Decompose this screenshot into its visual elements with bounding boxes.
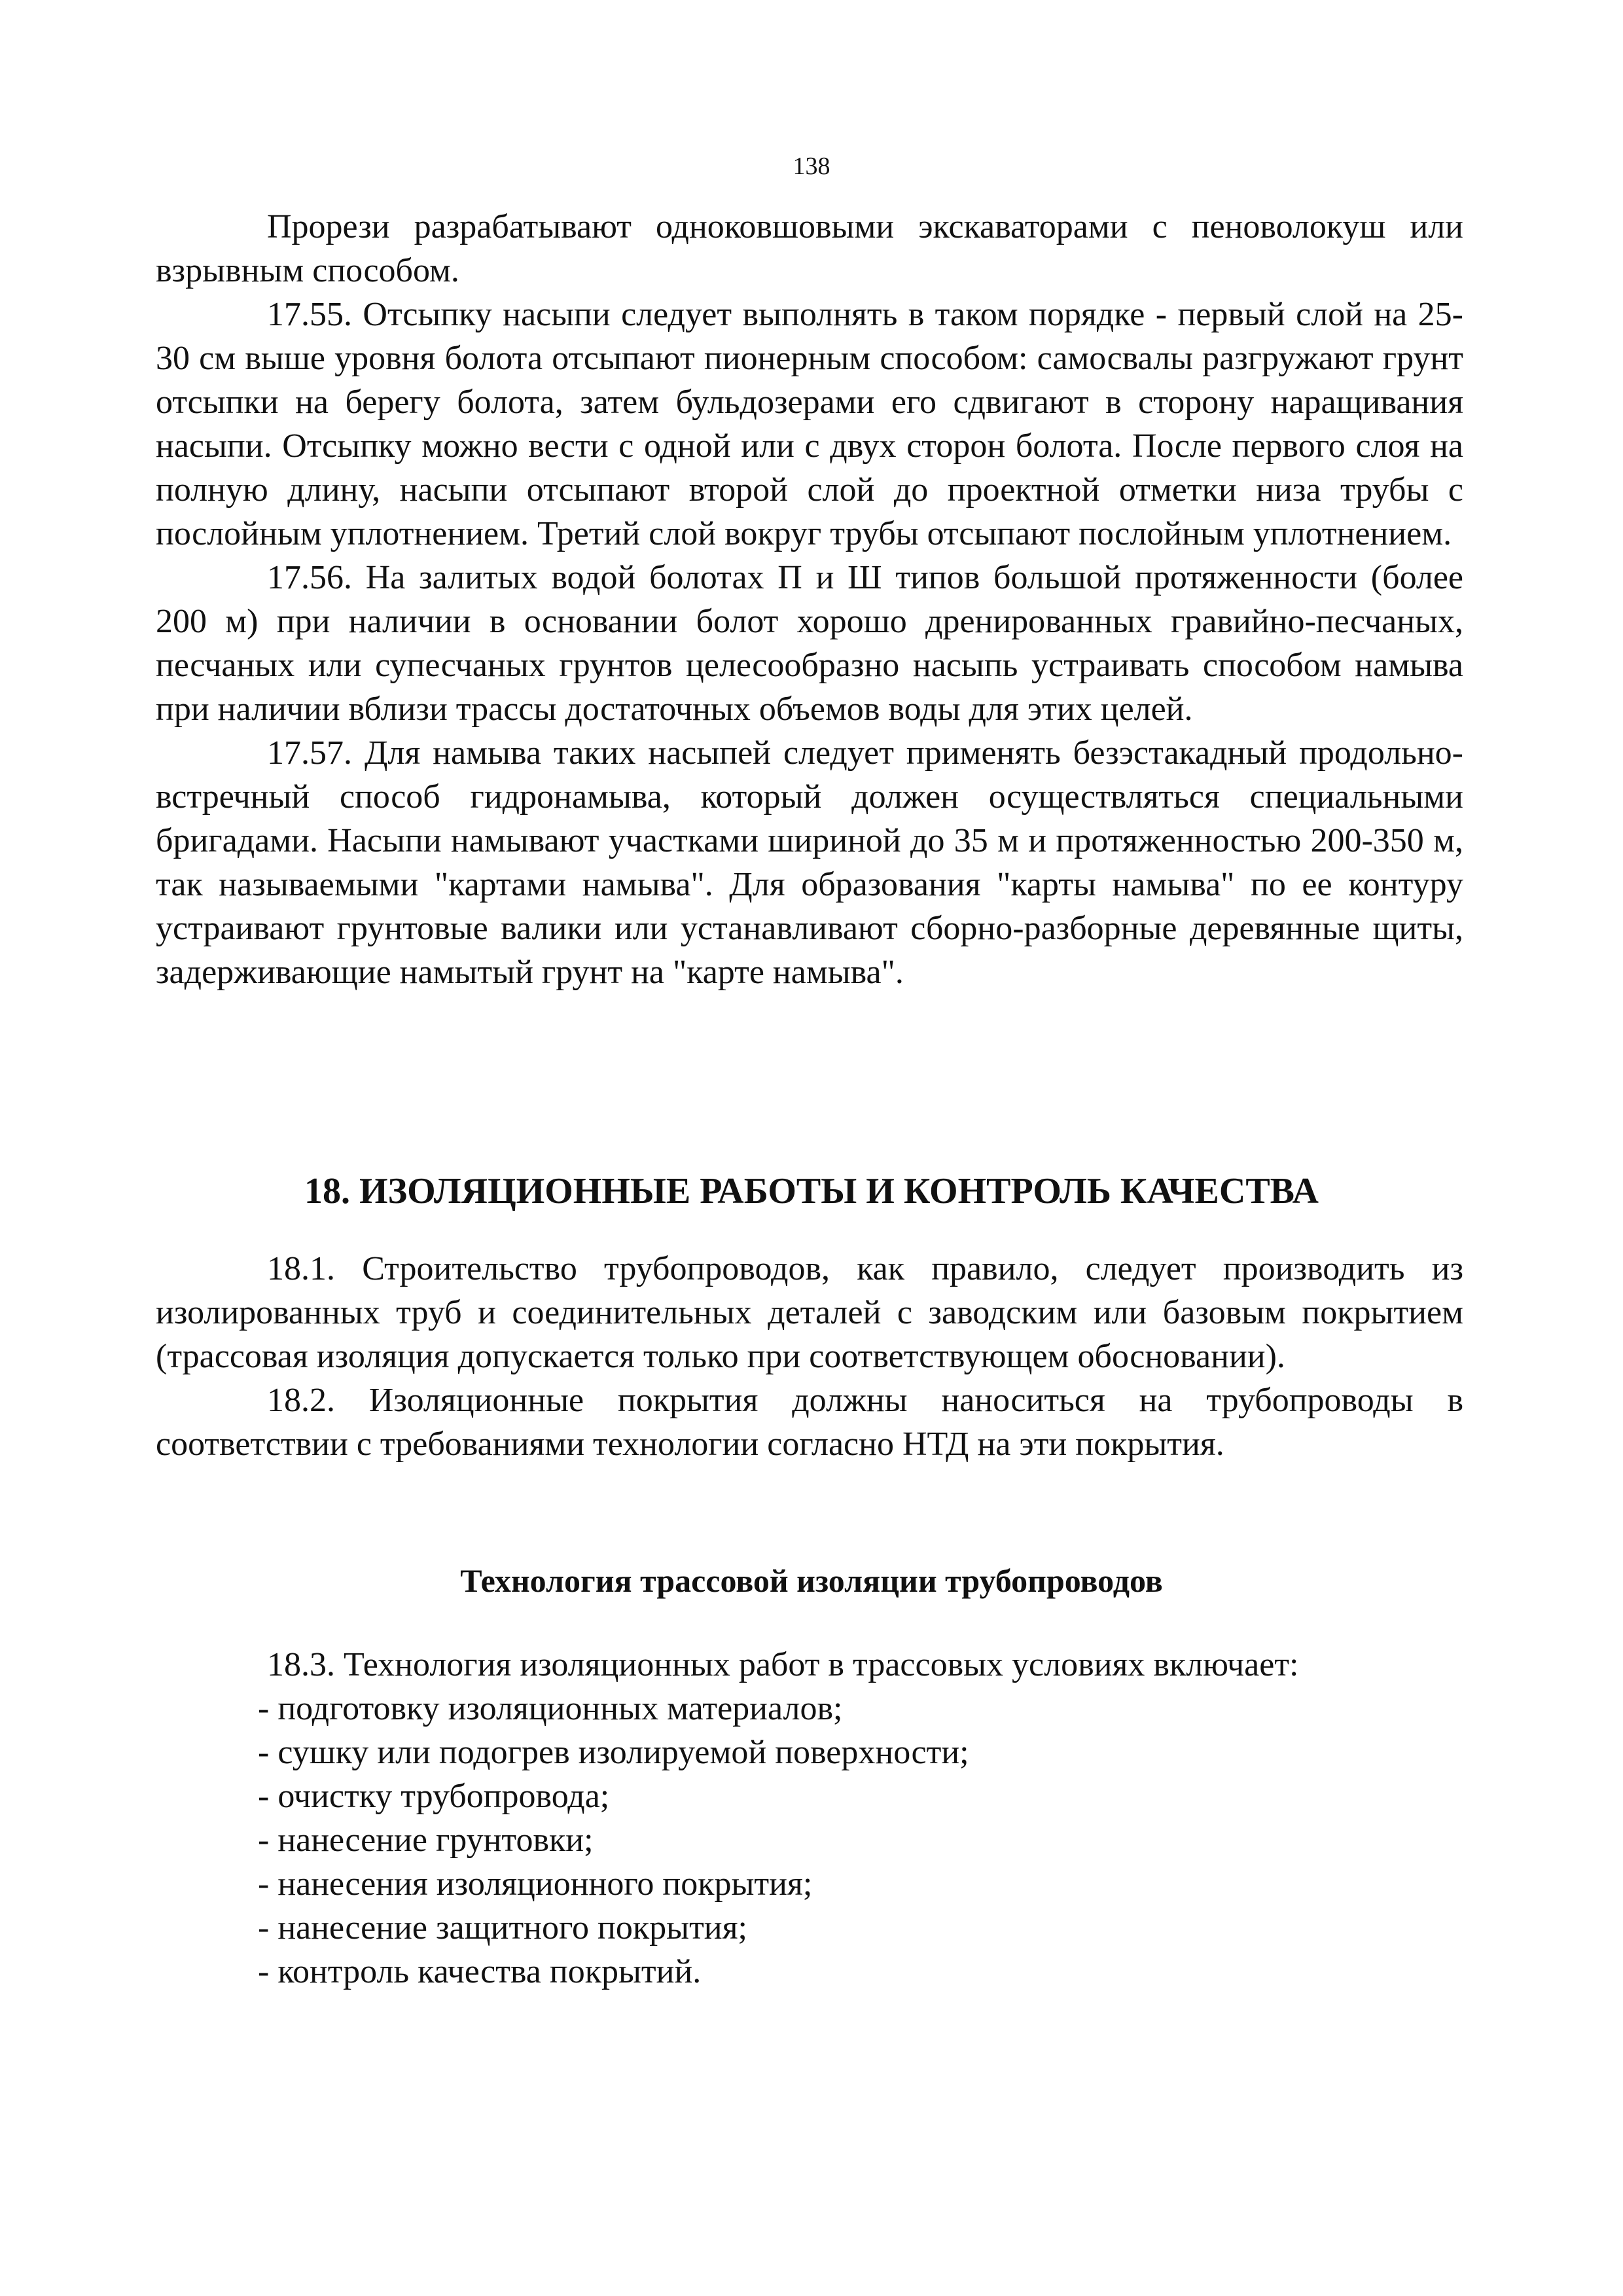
list-item: - подготовку изоляционных материалов; — [258, 1690, 843, 1727]
steps-list — [156, 1687, 1463, 1994]
list-item: - очистку трубопровода; — [258, 1778, 610, 1815]
paragraph-17-57: 17.57. Для намыва таких насыпей следует применять безэстакадный продольно-встречный способ гидронамыва, который должен осуществляться специальными бригадами. Насыпи намывают участками шириной до 35 м и протяженностью 200-350 м, так называемыми "картами намыва". Для образования "карты намыва" по ее контуру устраивают грунтовые валики или устанавливают сборно-разборные деревянные щиты, задерживающие намытый грунт на "карте намыва". — [156, 734, 1463, 991]
paragraph-18-2: 18.2. Изоляционные покрытия должны наноситься на трубопроводы в соответствии с требованиями технологии согласно НТД на эти покрытия. — [156, 1382, 1463, 1463]
steps-text-block — [156, 1643, 1463, 1994]
paragraph-18-3: 18.3. Технология изоляционных работ в трассовых условиях включает: — [267, 1646, 1299, 1683]
list-item: - сушку или подогрев изолируемой поверхности; — [258, 1734, 969, 1771]
list-item: - контроль качества покрытий. — [258, 1953, 702, 1990]
list-item: - нанесение защитного покрытия; — [258, 1909, 747, 1946]
list-item: - нанесение грунтовки; — [258, 1821, 594, 1859]
list-item: - нанесения изоляционного покрытия; — [258, 1865, 813, 1903]
paragraph-18-1: 18.1. Строительство трубопроводов, как правило, следует производить из изолированных труб и соединительных деталей с заводским или базовым покрытием (трассовая изоляция допускается только при соответствующем обосновании). — [156, 1250, 1463, 1375]
section-heading: 18. ИЗОЛЯЦИОННЫЕ РАБОТЫ И КОНТРОЛЬ КАЧЕСТВА — [304, 1171, 1319, 1211]
paragraph-17-56: 17.56. На залитых водой болотах П и Ш типов большой протяженности (более 200 м) при наличии в основании болот хорошо дренированных гравийно-песчаных, песчаных или супесчаных грунтов целесообразно насыпь устраивать способом намыва при наличии вблизи трассы достаточных объемов воды для этих целей. — [156, 559, 1463, 728]
page-number: 138 — [793, 152, 830, 180]
intro-paragraph: Прорези разрабатывают одноковшовыми экскаваторами с пеноволокуш или взрывным способом. — [156, 208, 1463, 289]
subheading: Технология трассовой изоляции трубопроводов — [460, 1562, 1163, 1599]
paragraph-17-55: 17.55. Отсыпку насыпи следует выполнять в таком порядке - первый слой на 25-30 см выше уровня болота отсыпают пионерным способом: самосвалы разгружают грунт отсыпки на берегу болота, затем бульдозерами его сдвигают в сторону наращивания насыпи. Отсыпку можно вести с одной или с двух сторон болота. После первого слоя на полную длину, насыпи отсыпают второй слой до проектной отметки низа трубы с послойным уплотнением. Третий слой вокруг трубы отсыпают послойным уплотнением. — [156, 296, 1463, 552]
upper-text-block — [156, 205, 1463, 994]
section-18-text-block — [156, 1247, 1463, 1466]
